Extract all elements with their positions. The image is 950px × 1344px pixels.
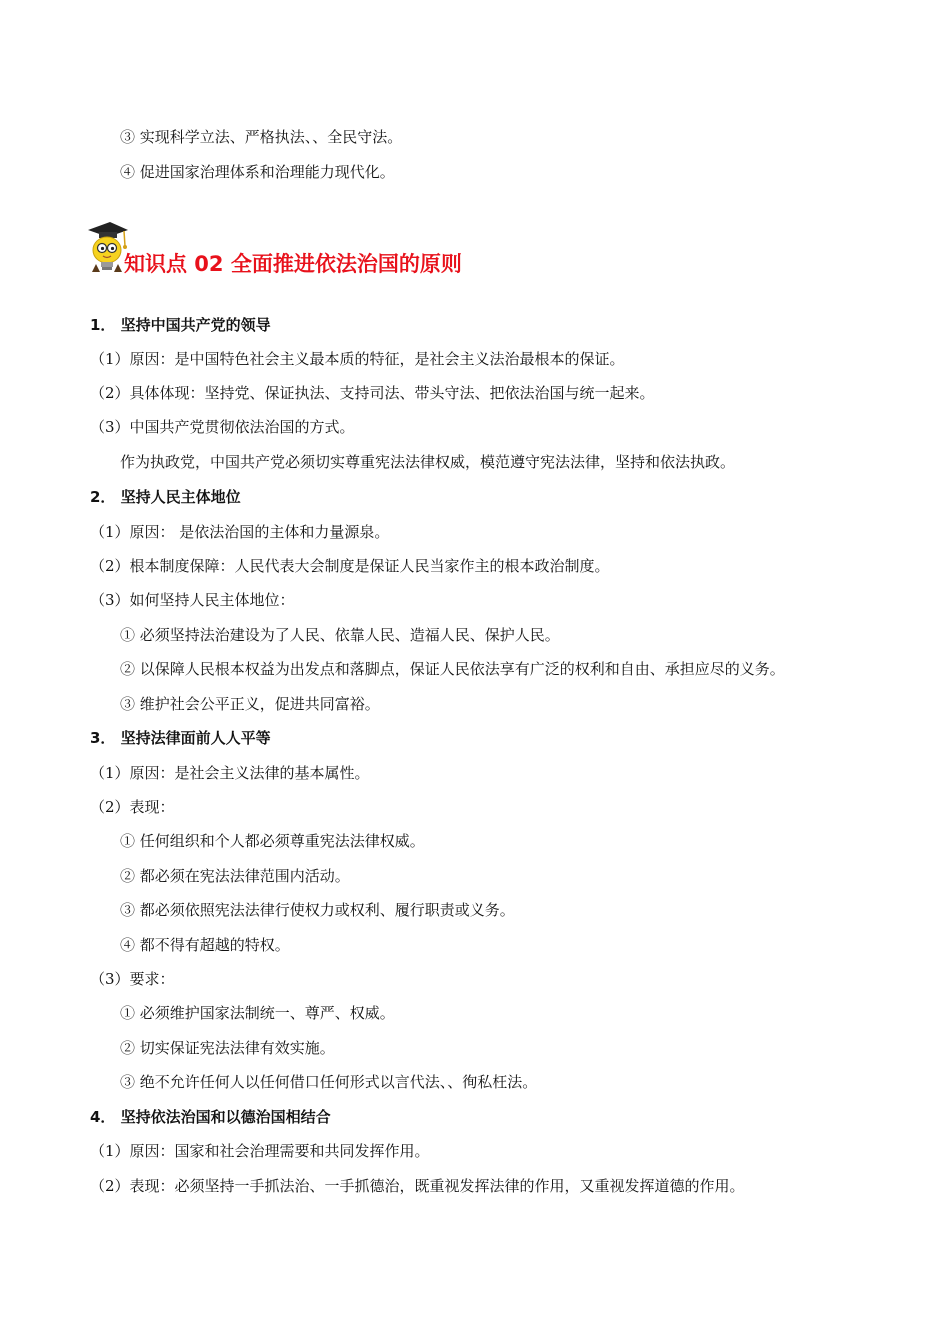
text-line: ④ 都不得有超越的特权。 [120,936,290,954]
section-title: 知识点 02 全面推进依法治国的原则 [124,252,462,276]
heading-4: 4． 坚持依法治国和以德治国相结合 [90,1108,331,1126]
text-line: （3）要求： [90,970,175,988]
text-line: ② 以保障人民根本权益为出发点和落脚点，保证人民依法享有广泛的权利和自由、承担应尽的义务。 [120,660,785,678]
text-line: 作为执政党，中国共产党必须切实尊重宪法法律权威，模范遵守宪法法律，坚持和依法执政。 [120,453,736,471]
text-line: ③ 维护社会公平正义，促进共同富裕。 [120,695,380,713]
text-line: ③ 绝不允许任何人以任何借口任何形式以言代法、、徇私枉法。 [120,1073,538,1091]
text-line: （2）表现：必须坚持一手抓法治、一手抓德治，既重视发挥法律的作用，又重视发挥道德的作用。 [90,1177,745,1195]
text-line: （1）原因：国家和社会治理需要和共同发挥作用。 [90,1142,430,1160]
intro-item-3: ③ 实现科学立法、严格执法、、全民守法。 [120,128,403,146]
text-line: （1）原因： 是依法治国的主体和力量源泉。 [90,523,390,541]
heading-1: 1． 坚持中国共产党的领导 [90,316,271,334]
heading-3: 3． 坚持法律面前人人平等 [90,729,271,747]
text-line: （2）根本制度保障：人民代表大会制度是保证人民当家作主的根本政治制度。 [90,557,610,575]
text-line: ② 都必须在宪法法律范围内活动。 [120,867,350,885]
text-line: （2）表现： [90,798,175,816]
text-line: （3）如何坚持人民主体地位： [90,591,295,609]
intro-item-4: ④ 促进国家治理体系和治理能力现代化。 [120,163,395,181]
text-line: （2）具体体现：坚持党、保证执法、支持司法、带头守法、把依法治国与统一起来。 [90,384,655,402]
text-line: （1）原因：是社会主义法律的基本属性。 [90,764,370,782]
text-line: ③ 都必须依照宪法法律行使权力或权利、履行职责或义务。 [120,901,515,919]
text-line: ① 必须坚持法治建设为了人民、依靠人民、造福人民、保护人民。 [120,626,560,644]
heading-2: 2． 坚持人民主体地位 [90,488,241,506]
text-line: ① 必须维护国家法制统一、尊严、权威。 [120,1004,395,1022]
text-line: （3）中国共产党贯彻依法治国的方式。 [90,418,355,436]
text-line: ① 任何组织和个人都必须尊重宪法法律权威。 [120,832,425,850]
text-line: （1）原因：是中国特色社会主义最本质的特征，是社会主义法治最根本的保证。 [90,350,625,368]
text-line: ② 切实保证宪法法律有效实施。 [120,1039,335,1057]
